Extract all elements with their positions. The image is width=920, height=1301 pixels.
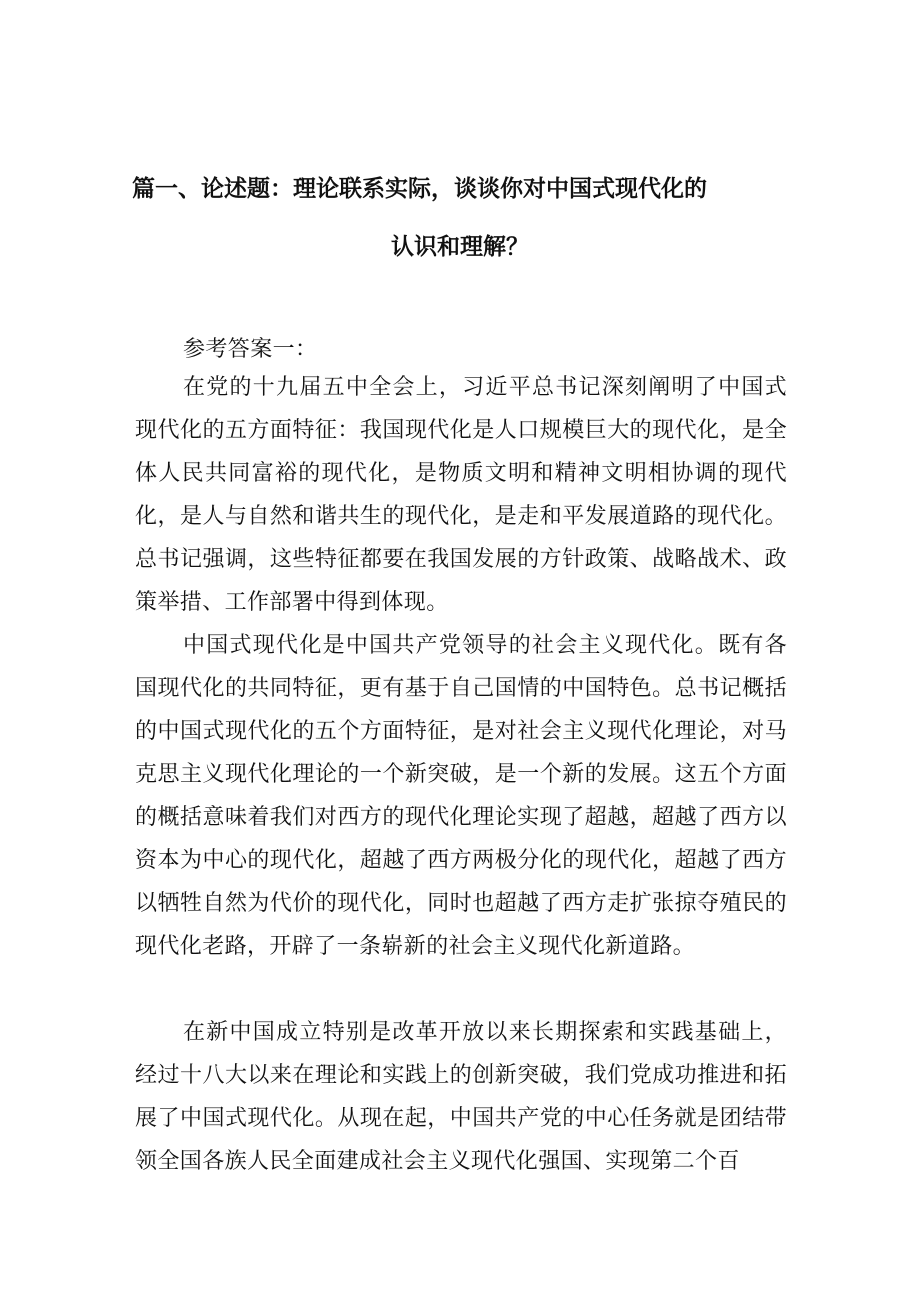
paragraph-3: 在新中国成立特别是改革开放以来长期探索和实践基础上，经过十八大以来在理论和实践上的创新突破，我们党成功推进和拓展了中国式现代化。从现在起，中国共产党的中心任务就是团结带领全国各族人民全面建成社会主义现代化强国、实现第二个百 xyxy=(135,1020,787,1174)
paragraph-1: 在党的十九届五中全会上，习近平总书记深刻阐明了中国式现代化的五方面特征：我国现代化是人口规模巨大的现代化，是全体人民共同富裕的现代化，是物质文明和精神文明相协调的现代化，是人与自然和谐共生的现代化，是走和平发展道路的现代化。总书记强调，这些特征都要在我国发展的方针政策、战略战术、政策举措、工作部署中得到体现。 xyxy=(135,375,787,615)
answer-label: 参考答案一： xyxy=(183,337,318,362)
paragraph-2: 中国式现代化是中国共产党领导的社会主义现代化。既有各国现代化的共同特征，更有基于自己国情的中国特色。总书记概括的中国式现代化的五个方面特征，是对社会主义现代化理论，对马克思主义现代化理论的一个新突破，是一个新的发展。这五个方面的概括意味着我们对西方的现代化理论实现了超越，超越了西方以资本为中心的现代化，超越了西方两极分化的现代化，超越了西方以牺牲自然为代价的现代化，同时也超越了西方走扩张掠夺殖民的现代化老路，开辟了一条崭新的社会主义现代化新道路。 xyxy=(135,633,787,959)
title-line-2: 认识和理解？ xyxy=(391,234,529,260)
title-line-1: 篇一、论述题：理论联系实际，谈谈你对中国式现代化的 xyxy=(132,176,707,202)
